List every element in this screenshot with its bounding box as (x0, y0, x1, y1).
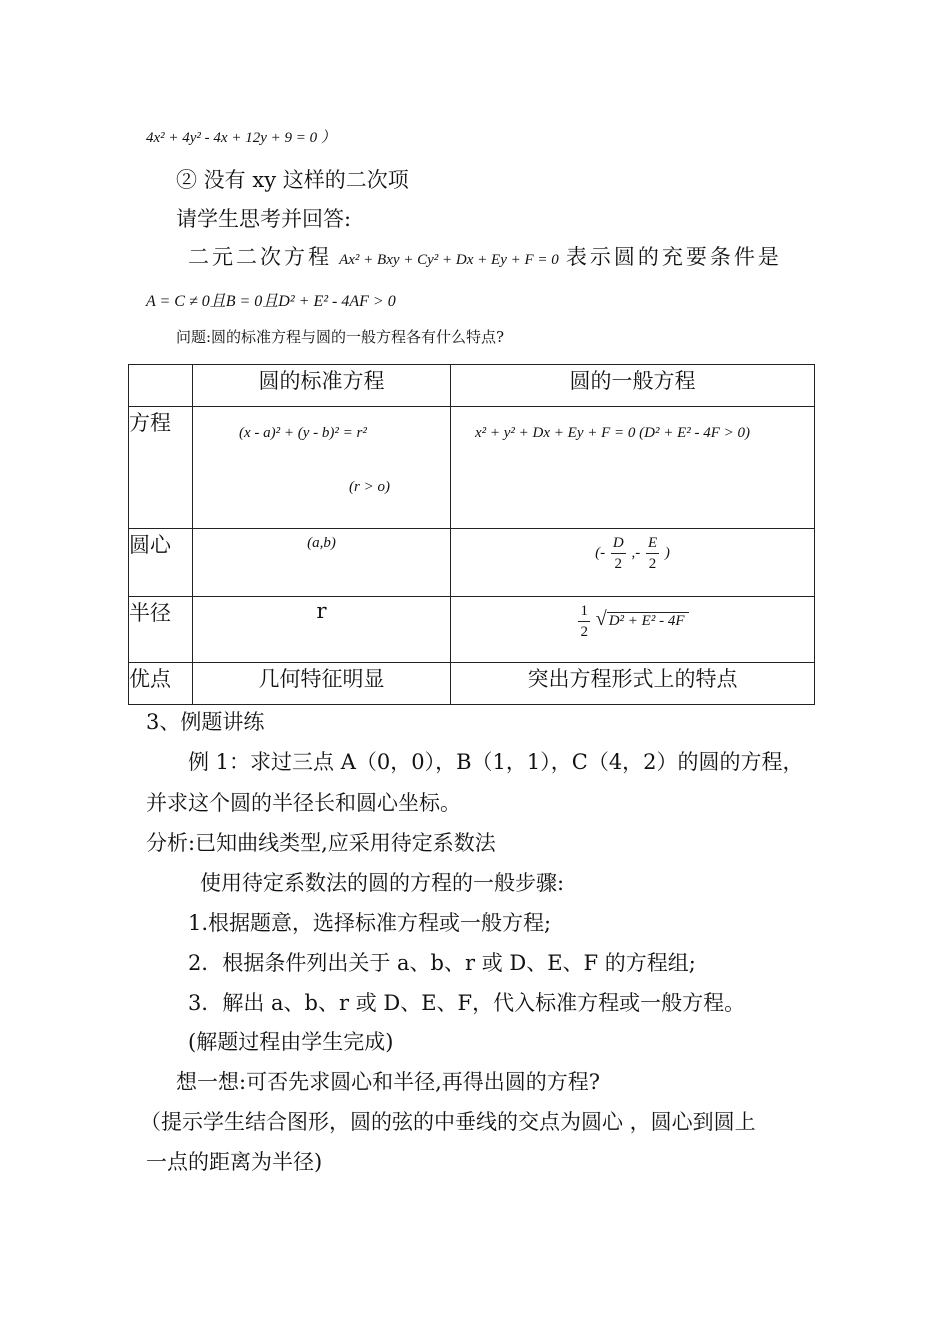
row-label-radius: 半径 (129, 597, 193, 663)
standard-equation-cell (193, 407, 451, 529)
standard-center: (a,b) (307, 535, 336, 551)
table-row-radius (129, 597, 815, 663)
condition-equation: Ax² + Bxy + Cy² + Dx + Ey + F = 0 (339, 252, 559, 268)
radicand: D² + E² - 4F (607, 612, 689, 630)
fraction-d-over-2: $\frac{D}{2}$ (612, 535, 624, 572)
table-header-row (129, 365, 815, 407)
section-title: 3、例题讲练 (146, 710, 265, 734)
header-empty-cell (129, 365, 193, 407)
standard-merit: 几何特征明显 (193, 663, 451, 705)
row-label-center: 圆心 (129, 529, 193, 597)
general-radius-cell (451, 597, 815, 663)
condition-suffix: 表示圆的充要条件是 (565, 245, 782, 269)
general-radius (451, 597, 814, 642)
step-two: 2．根据条件列出关于 a、b、r 或 D、E、F 的方程组; (188, 951, 696, 975)
example-one-line-a: 例 1：求过三点 A（0，0），B（1，1），C（4，2）的圆的方程， (188, 750, 804, 774)
think-question: 想一想:可否先求圆心和半径,再得出圆的方程? (176, 1070, 601, 1094)
general-equation: x² + y² + Dx + Ey + F = 0 (D² + E² - 4F > 0) (475, 425, 751, 441)
equation-top: 4x² + 4y² - 4x + 12y + 9 = 0 ） (146, 130, 336, 146)
standard-radius-cell (193, 597, 451, 663)
hint-line-b: 一点的距离为半径) (146, 1150, 323, 1174)
condition-formula: A = C ≠ 0且B = 0且D² + E² - 4AF > 0 (146, 293, 396, 310)
fraction-e-over-2: $\frac{E}{2}$ (647, 535, 658, 572)
steps-intro: 使用待定系数法的圆的方程的一般步骤: (200, 871, 565, 895)
question: 问题:圆的标准方程与圆的一般方程各有什么特点? (176, 328, 505, 346)
hint-line-a: （提示学生结合图形，圆的弦的中垂线的交点为圆心 ，圆心到圆上 (140, 1110, 756, 1134)
standard-condition: (r > o) (349, 479, 390, 495)
table-row-center (129, 529, 815, 597)
general-merit: 突出方程形式上的特点 (451, 663, 815, 705)
general-equation-cell (451, 407, 815, 529)
row-label-equation: 方程 (129, 407, 193, 529)
example-one-line-b: 并求这个圆的半径长和圆心坐标。 (146, 791, 461, 815)
header-general: 圆的一般方程 (451, 365, 815, 407)
point-two: ② 没有 xy 这样的二次项 (176, 168, 409, 192)
step-one: 1.根据题意，选择标准方程或一般方程; (188, 911, 552, 935)
standard-equation: (x - a)² + (y - b)² = r² (239, 425, 367, 441)
fraction-one-half: $\frac{1}{2}$ (580, 603, 588, 640)
sqrt-icon: √ (595, 607, 607, 630)
standard-center-cell (193, 529, 451, 597)
solve-note: (解题过程由学生完成) (188, 1030, 394, 1054)
condition-line (188, 241, 782, 271)
comparison-table (128, 364, 815, 705)
condition-prefix: 二元二次方程 (188, 245, 332, 269)
ask-students: 请学生思考并回答: (176, 207, 352, 231)
row-label-merit: 优点 (129, 663, 193, 705)
general-center: (- $\frac{D}{2}$ ,- $\frac{E}{2}$ ) (595, 535, 670, 572)
general-center-cell (451, 529, 815, 597)
table-row-merit (129, 663, 815, 705)
header-standard: 圆的标准方程 (193, 365, 451, 407)
table-row-equation (129, 407, 815, 529)
standard-radius: r (316, 599, 327, 623)
analysis: 分析:已知曲线类型,应采用待定系数法 (146, 831, 496, 855)
step-three: 3．解出 a、b、r 或 D、E、F，代入标准方程或一般方程。 (188, 991, 746, 1015)
